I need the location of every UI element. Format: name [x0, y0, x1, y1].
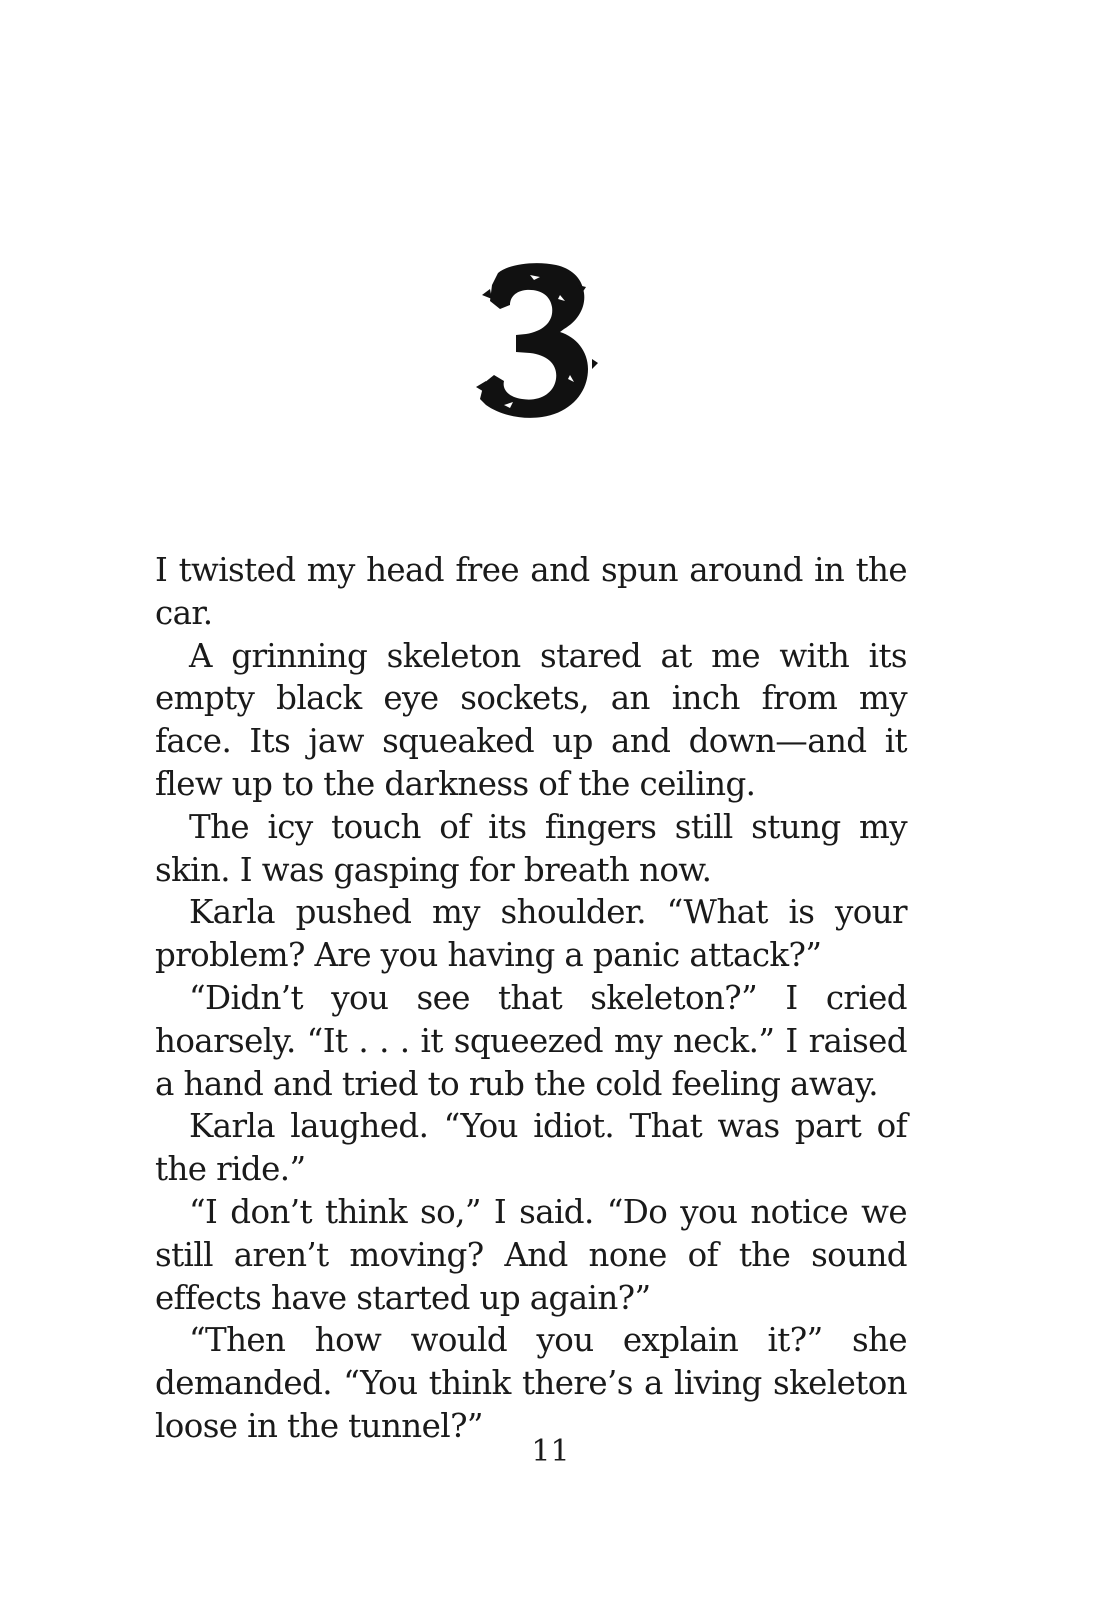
paragraph: “Didn’t you see that skeleton?” I cried hoarsely. “It . . . it squeezed my neck.” I raised a hand and tried to rub the cold feeling away.	[155, 978, 907, 1103]
paragraph: The icy touch of its fingers still stung my skin. I was gasping for breath now.	[155, 807, 907, 889]
chapter-body	[155, 549, 907, 1448]
paragraph: Karla laughed. “You idiot. That was part of the ride.”	[155, 1107, 907, 1189]
paragraph: “I don’t think so,” I said. “Do you notice we still aren’t moving? And none of the sound effects have started up again?”	[155, 1192, 907, 1317]
chapter-number-text	[460, 425, 461, 426]
paragraph: Karla pushed my shoulder. “What is your problem? Are you having a panic attack?”	[155, 893, 907, 975]
chapter-number	[460, 255, 610, 425]
paragraph: A grinning skeleton stared at me with its empty black eye sockets, an inch from my face. Its jaw squeaked up and down—and it flew up to the darkness of the ceiling.	[155, 636, 907, 803]
page-number: 11	[531, 1434, 570, 1469]
paragraph: “Then how would you explain it?” she demanded. “You think there’s a living skeleton loose in the tunnel?”	[155, 1321, 907, 1445]
chapter-number-glyph	[460, 255, 610, 425]
paragraph: I twisted my head free and spun around in the car.	[155, 551, 907, 632]
